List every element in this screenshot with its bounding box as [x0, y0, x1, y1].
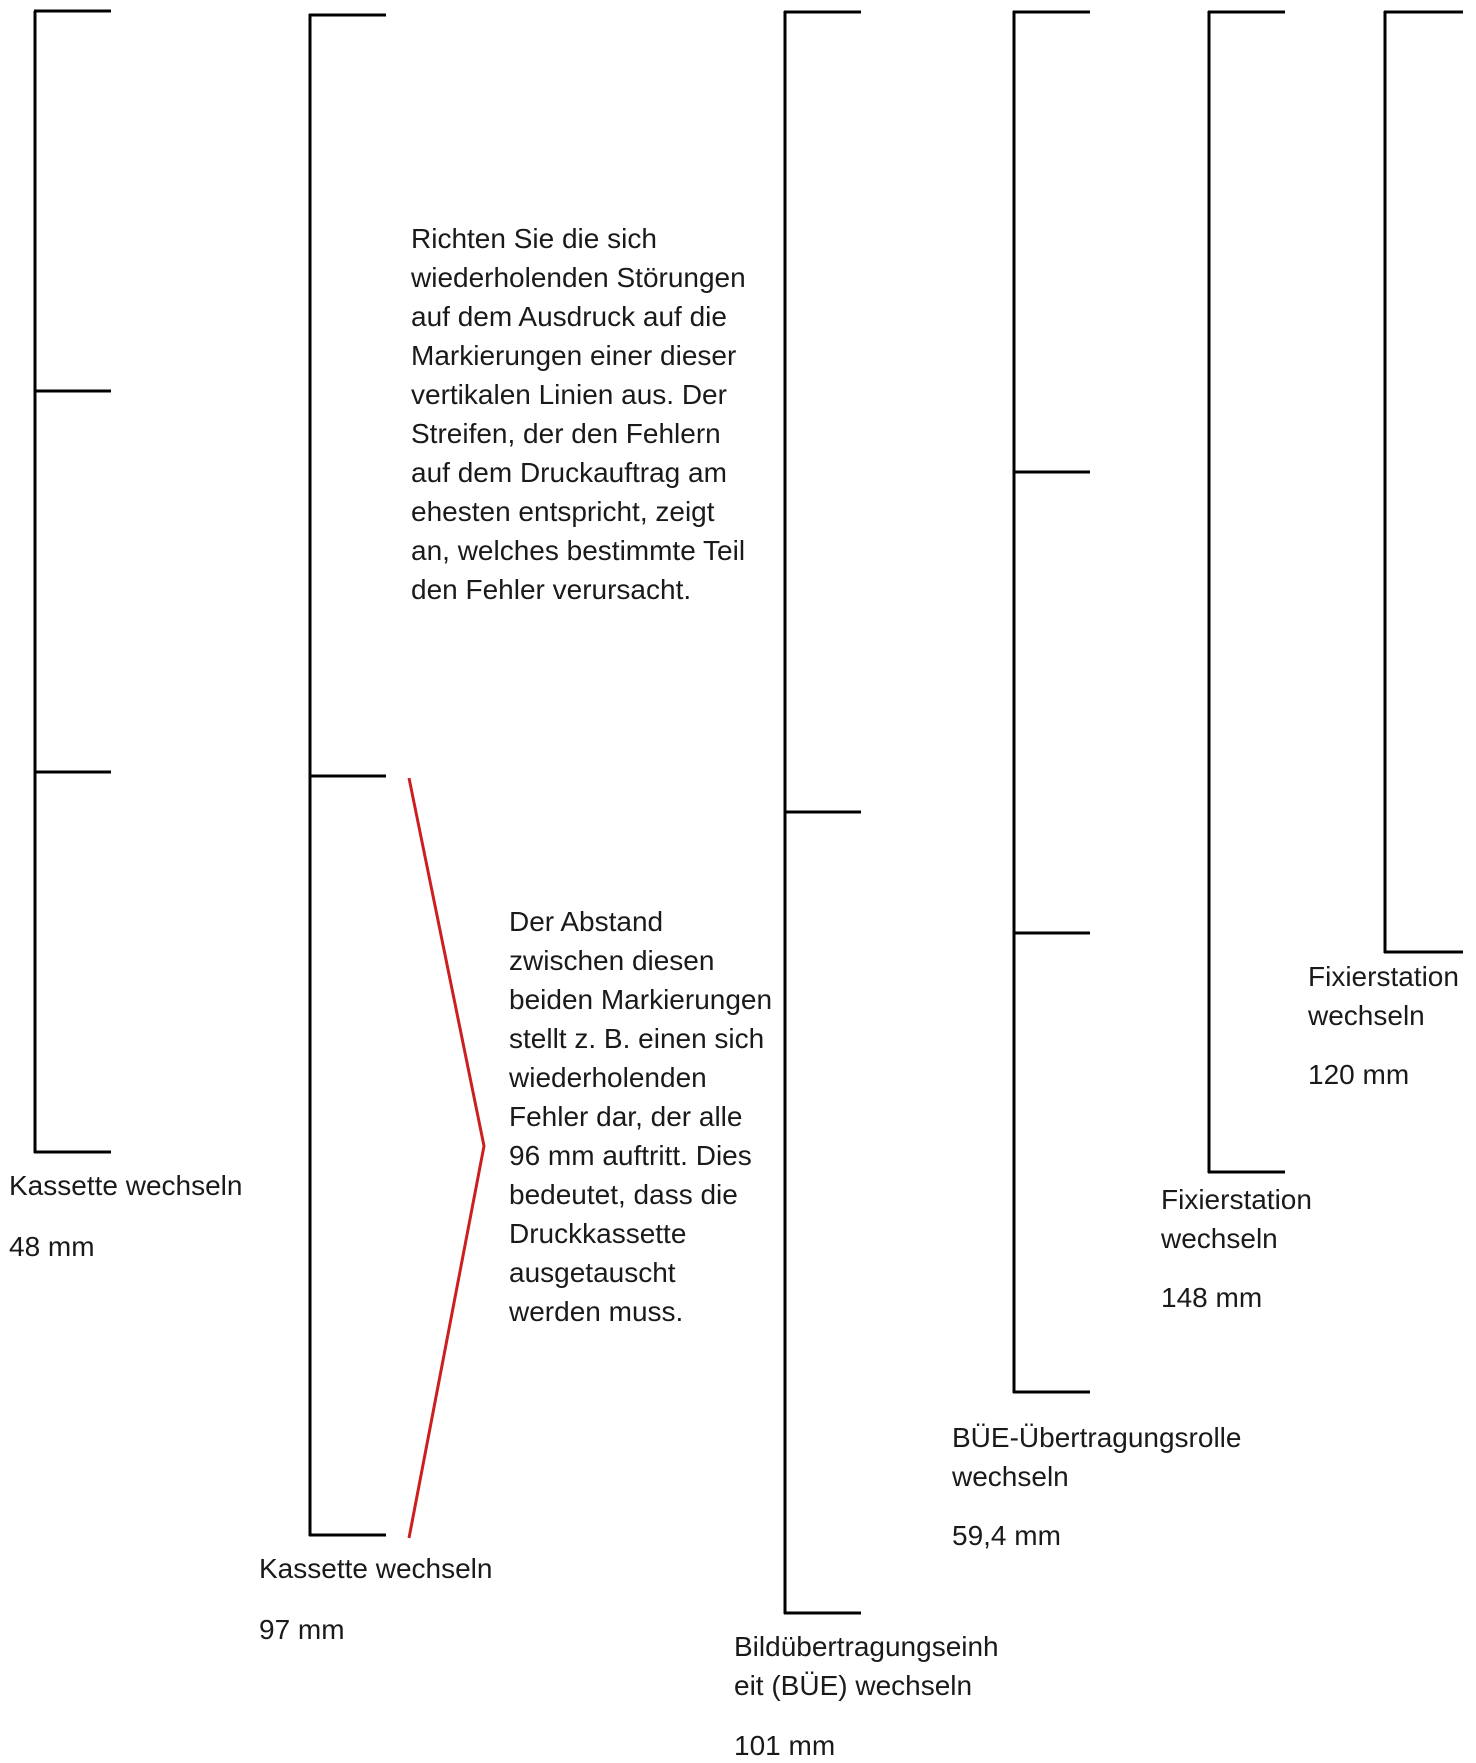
ruler-97mm-distance: 97 mm: [259, 1614, 345, 1645]
ruler-101mm-label-line: eit (BÜE) wechseln: [734, 1670, 973, 1701]
instruction-text: Richten Sie die sich wiederholenden Störungen auf dem Ausdruck auf die Markierungen einer dieser vertikalen Linien aus. Der Streifen, der den Fehlern auf dem Druckauftrag am ehesten entspricht, zeigt an, welches bestimmte Teil den Fehler verursacht.: [411, 223, 746, 605]
ruler-97mm-label: Kassette wechseln: [259, 1553, 493, 1584]
ruler-59-4mm-label: [952, 1418, 1241, 1496]
ruler-48mm-distance: 48 mm: [9, 1231, 95, 1262]
ruler-120mm-label-line: Fixierstation: [1308, 961, 1459, 992]
example-text: Der Abstand zwischen diesen beiden Markierungen stellt z. B. einen sich wiederholenden Fehler dar, der alle 96 mm auftritt. Dies bedeutet, dass die Druckkassette ausgetauscht werden muss.: [509, 906, 773, 1327]
ruler-59-4mm-distance: 59,4 mm: [952, 1520, 1061, 1551]
ruler-148mm: [1208, 11, 1285, 1173]
ruler-148mm-label-line: Fixierstation: [1161, 1184, 1312, 1215]
ruler-120mm-distance: 120 mm: [1308, 1059, 1410, 1090]
ruler-59-4mm-label-line: wechseln: [952, 1461, 1069, 1492]
highlight-bracket: [409, 778, 484, 1538]
ruler-101mm-label-line: Bildübertragungseinh: [734, 1631, 999, 1662]
ruler-120mm-label: [1308, 957, 1459, 1035]
ruler-97mm: [309, 14, 386, 1536]
ruler-48mm-label: Kassette wechseln: [9, 1170, 243, 1201]
ruler-101mm-distance: 101 mm: [734, 1730, 836, 1761]
ruler-101mm-label: [734, 1627, 999, 1705]
ruler-148mm-label-line: wechseln: [1161, 1223, 1278, 1254]
ruler-59-4mm-label-line: BÜE-Übertragungsrolle: [952, 1422, 1242, 1453]
ruler-59-4mm: [1013, 11, 1090, 1393]
ruler-120mm-label-line: wechseln: [1308, 1000, 1425, 1031]
ruler-120mm: [1384, 11, 1463, 953]
ruler-48mm: [34, 11, 111, 1153]
ruler-148mm-distance: 148 mm: [1161, 1282, 1263, 1313]
ruler-148mm-label: [1161, 1180, 1312, 1258]
ruler-101mm: [784, 11, 861, 1614]
